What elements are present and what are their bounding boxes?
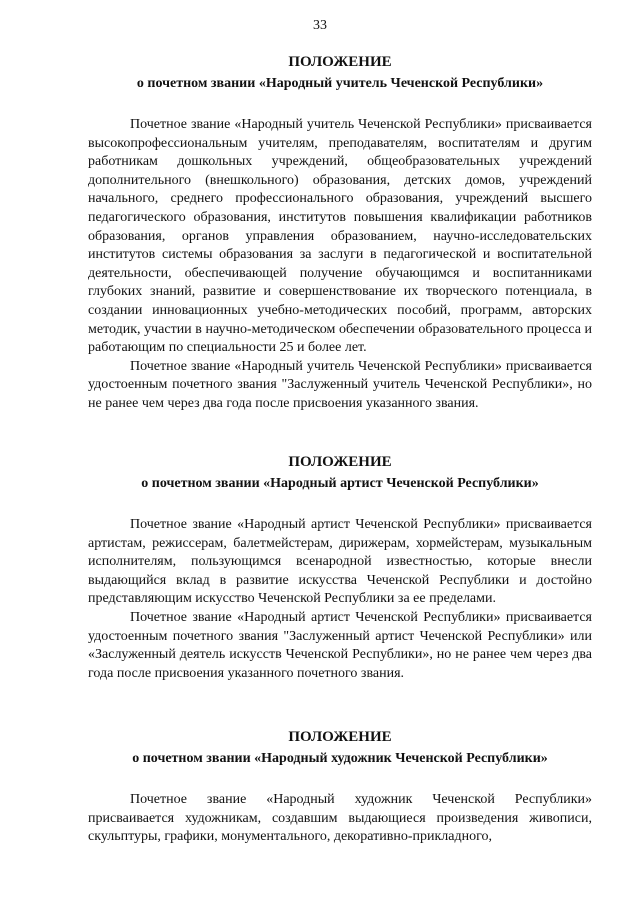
paragraph: Почетное звание «Народный художник Чеченской Республики» присваивается художникам, создавшим выдающиеся произведения живописи, скульптуры, графики, монументального, декоративно-прикладного, bbox=[88, 792, 592, 845]
section-people-teacher bbox=[88, 52, 592, 414]
section-subheading: о почетном звании «Народный художник Чеченской Республики» bbox=[132, 751, 548, 766]
paragraph: Почетное звание «Народный артист Чеченской Республики» присваивается артистам, режиссерам, балетмейстерам, дирижерам, хормейстерам, музыкальным исполнителям, пользующимся всенародной известностью, которые внесли выдающийся вклад в развитие искусства Чеченской Республики и достойно представляющим искусство Чеченской Республики за ее пределами. bbox=[88, 517, 592, 607]
paragraph: Почетное звание «Народный учитель Чеченской Республики» присваивается высокопрофессиональным учителям, преподавателям, воспитателям и другим работникам дошкольных учреждений, общеобразовательных учреждений дополнительного (внешкольного) образования, детских домов, учреждений начального, среднего профессионального образования, учреждений высшего педагогического образования, институтов повышения квалификации работников образования, органов управления образованием, научно-исследовательских институтов системы образования за заслуги в педагогической и воспитательной деятельности, обеспечивающей получение обучающимся и воспитанниками глубоких знаний, развитие и совершенствование их творческого потенциала, в создании инновационных учебно-методических пособий, программ, авторских методик, участии в научно-методическом обеспечении образовательного процесса и работающим по специальности 25 и более лет. bbox=[88, 117, 592, 356]
paragraph: Почетное звание «Народный артист Чеченской Республики» присваивается удостоенным почетного звания "Заслуженный артист Чеченской Республики» или «Заслуженный деятель искусств Чеченской Республики», но не ранее чем через два года после присвоения указанного почетного звания. bbox=[88, 609, 592, 681]
section-body bbox=[88, 791, 592, 847]
section-subheading: о почетном звании «Народный артист Чеченской Республики» bbox=[141, 476, 539, 491]
paragraph: Почетное звание «Народный учитель Чеченской Республики» присваивается удостоенным почетного звания "Заслуженный учитель Чеченской Республики», но не ранее чем через два года после присвоения указанного звания. bbox=[88, 358, 592, 411]
section-people-artist bbox=[88, 452, 592, 683]
section-body bbox=[88, 516, 592, 683]
section-heading: ПОЛОЖЕНИЕ bbox=[288, 729, 392, 745]
section-subheading: о почетном звании «Народный учитель Чеченской Республики» bbox=[136, 76, 544, 91]
page-number: 33 bbox=[313, 18, 327, 33]
section-body bbox=[88, 116, 592, 414]
section-heading: ПОЛОЖЕНИЕ bbox=[288, 454, 392, 470]
section-heading: ПОЛОЖЕНИЕ bbox=[288, 54, 392, 70]
section-people-painter bbox=[88, 727, 592, 847]
